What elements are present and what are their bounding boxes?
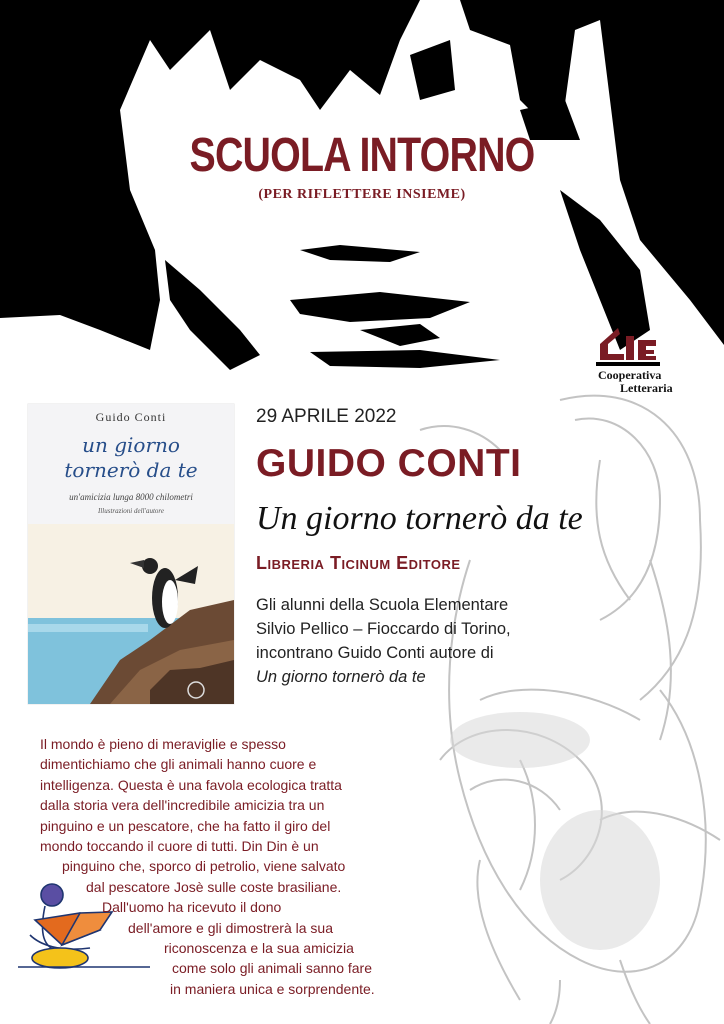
intro-paragraph [256,593,606,689]
description-line: Dall'uomo ha ricevuto il dono [102,899,282,916]
logo-text-line1: Cooperativa [598,368,662,382]
description-line: pinguino che, sporco di petrolio, viene salvato [62,858,346,875]
description-line: mondo toccando il cuore di tutti. Din Din è un [40,838,319,855]
author-name: GUIDO CONTI [256,442,522,485]
description-line: dell'amore e gli dimostrerà la sua [128,919,333,936]
description-line: dimentichiamo che gli animali hanno cuore e [40,756,317,773]
book-title: Un giorno tornerò da te [256,500,583,537]
cover-author: Guido Conti [95,410,167,424]
description-line: in maniera unica e sorprendente. [170,980,375,997]
event-date: 29 APRILE 2022 [256,406,397,427]
description-line: intelligenza. Questa è una favola ecologica tratta [40,776,342,793]
cover-subtitle: un'amicizia lunga 8000 chilometri [69,492,193,502]
publisher-name: Libreria Ticinum Editore [256,553,461,573]
cover-title-line1: un giorno [82,433,180,457]
logo-text-line2: Letteraria [620,381,673,395]
cover-title-line2: tornerò da te [64,458,198,482]
intro-line: Silvio Pellico – Fioccardo di Torino, [256,620,511,638]
intro-line: incontrano Guido Conti autore di [256,644,494,662]
description-line: Il mondo è pieno di meraviglie e spesso [40,736,286,752]
intro-book-title: Un giorno tornerò da te [256,668,426,686]
event-series-title: SCUOLA INTORNO [189,129,535,182]
description-line: dalla storia vera dell'incredibile amicizia tra un [40,797,325,814]
cover-illustrations-credit: Illustrazioni dell'autore [98,507,164,515]
description-line: come solo gli animali sanno fare [172,960,372,977]
book-description [40,734,440,999]
event-series-subtitle: (PER RIFLETTERE INSIEME) [258,187,466,202]
description-line: dal pescatore Josè sulle coste brasiliane. [86,878,342,895]
description-line: riconoscenza e la sua amicizia [164,940,354,957]
intro-line: Gli alunni della Scuola Elementare [256,596,509,614]
description-line: pinguino e un pescatore, che ha fatto il giro del [40,817,331,834]
